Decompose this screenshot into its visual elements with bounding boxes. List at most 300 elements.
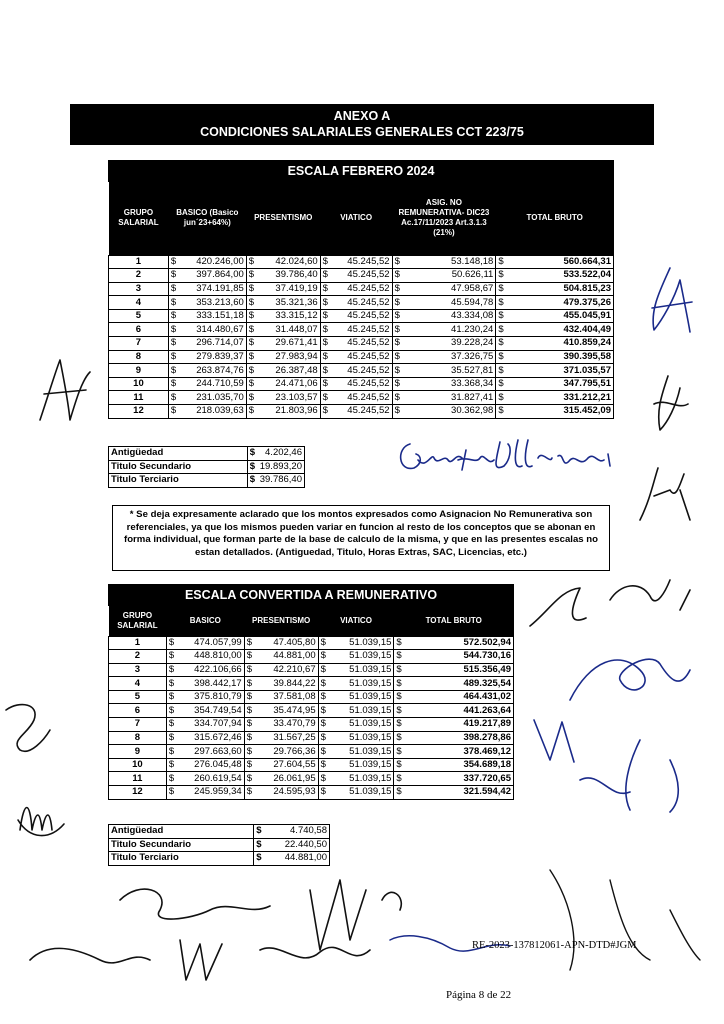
presentismo-cell: 21.803,96 (260, 405, 320, 419)
total-cell: 441.263,64 (406, 704, 514, 718)
currency-symbol: $ (254, 825, 266, 839)
currency-symbol: $ (168, 350, 182, 364)
table-row (109, 718, 514, 732)
grupo-cell: 8 (109, 731, 167, 745)
currency-symbol: $ (246, 405, 260, 419)
col-asig-no-remunerativa: ASIG. NO REMUNERATIVA- DIC23 Ac.17/11/2023 Art.3.1.3 (21%) (392, 182, 496, 255)
currency-symbol: $ (392, 364, 406, 378)
currency-symbol: $ (496, 350, 510, 364)
signatures-bottom (10, 840, 710, 990)
signature-right-1 (640, 260, 700, 340)
viatico-cell: 51.039,15 (330, 745, 394, 759)
grupo-cell: 5 (109, 309, 169, 323)
escala1-table (108, 182, 614, 419)
basico-cell: 448.810,00 (178, 650, 244, 664)
table-row (109, 391, 614, 405)
viatico-cell: 51.039,15 (330, 704, 394, 718)
currency-symbol: $ (246, 323, 260, 337)
viatico-cell: 45.245,52 (334, 309, 392, 323)
nota-aclaratoria: * Se deja expresamente aclarado que los montos expresados como Asignacion No Remunerativa son referenciales, ya que los mismos pueden variar en funcion al resto de los conceptos que se abonan en forma individual, que forman parte de la base de calculo de la misma, y que en las presentes escalas no estan detallados. (Antiguedad, Titulo, Horas Extras, SAC, Licencias, etc.) (112, 505, 610, 571)
currency-symbol: $ (318, 772, 330, 786)
table-row (109, 758, 514, 772)
total-cell: 455.045,91 (510, 309, 614, 323)
currency-symbol: $ (394, 663, 406, 677)
asig-cell: 43.334,08 (406, 309, 496, 323)
currency-symbol: $ (392, 255, 406, 269)
currency-symbol: $ (394, 636, 406, 650)
grupo-cell: 1 (109, 255, 169, 269)
presentismo-cell: 29.766,36 (256, 745, 318, 759)
asig-cell: 35.527,81 (406, 364, 496, 378)
presentismo-cell: 26.387,48 (260, 364, 320, 378)
currency-symbol: $ (496, 377, 510, 391)
table-row (109, 731, 514, 745)
anexo-header (70, 104, 654, 145)
col-presentismo: PRESENTISMO (246, 182, 320, 255)
asig-cell: 47.958,67 (406, 282, 496, 296)
currency-symbol: $ (394, 690, 406, 704)
presentismo-cell: 23.103,57 (260, 391, 320, 405)
grupo-cell: 6 (109, 704, 167, 718)
anexo-title: ANEXO A (333, 109, 391, 123)
grupo-cell: 1 (109, 636, 167, 650)
viatico-cell: 45.245,52 (334, 323, 392, 337)
grupo-cell: 6 (109, 323, 169, 337)
table-row (109, 296, 614, 310)
currency-symbol: $ (496, 391, 510, 405)
grupo-cell: 12 (109, 405, 169, 419)
signature-gallinzeri (392, 430, 632, 482)
currency-symbol: $ (392, 350, 406, 364)
adicional-label: Antigüedad (109, 447, 248, 461)
grupo-cell: 10 (109, 758, 167, 772)
asig-cell: 41.230,24 (406, 323, 496, 337)
escala2-title: ESCALA CONVERTIDA A REMUNERATIVO (108, 584, 514, 606)
currency-symbol: $ (244, 677, 256, 691)
asig-cell: 50.626,11 (406, 269, 496, 283)
currency-symbol: $ (168, 337, 182, 351)
currency-symbol: $ (318, 650, 330, 664)
currency-symbol: $ (320, 296, 334, 310)
total-cell: 398.278,86 (406, 731, 514, 745)
asig-cell: 53.148,18 (406, 255, 496, 269)
basico-cell: 398.442,17 (178, 677, 244, 691)
total-cell: 489.325,54 (406, 677, 514, 691)
viatico-cell: 45.245,52 (334, 282, 392, 296)
currency-symbol: $ (496, 282, 510, 296)
viatico-cell: 45.245,52 (334, 255, 392, 269)
currency-symbol: $ (166, 745, 178, 759)
adicional-label: Titulo Secundario (109, 838, 254, 852)
viatico-cell: 45.245,52 (334, 337, 392, 351)
grupo-cell: 10 (109, 377, 169, 391)
col-total-bruto: TOTAL BRUTO (496, 182, 614, 255)
basico-cell: 374.191,85 (182, 282, 246, 296)
currency-symbol: $ (246, 350, 260, 364)
currency-symbol: $ (244, 650, 256, 664)
table-row (109, 772, 514, 786)
currency-symbol: $ (392, 377, 406, 391)
col-grupo-salarial: GRUPO SALARIAL (109, 182, 169, 255)
asig-cell: 39.228,24 (406, 337, 496, 351)
presentismo-cell: 24.471,06 (260, 377, 320, 391)
currency-symbol: $ (166, 690, 178, 704)
signature-right-6 (520, 700, 700, 820)
currency-symbol: $ (318, 704, 330, 718)
currency-symbol: $ (318, 718, 330, 732)
currency-symbol: $ (244, 772, 256, 786)
currency-symbol: $ (320, 269, 334, 283)
currency-symbol: $ (496, 309, 510, 323)
total-cell: 347.795,51 (510, 377, 614, 391)
basico-cell: 315.672,46 (178, 731, 244, 745)
total-cell: 410.859,24 (510, 337, 614, 351)
presentismo-cell: 31.448,07 (260, 323, 320, 337)
currency-symbol: $ (247, 474, 257, 488)
viatico-cell: 51.039,15 (330, 786, 394, 800)
currency-symbol: $ (496, 323, 510, 337)
viatico-cell: 45.245,52 (334, 377, 392, 391)
currency-symbol: $ (496, 269, 510, 283)
grupo-cell: 3 (109, 663, 167, 677)
table-row (109, 636, 514, 650)
presentismo-cell: 42.024,60 (260, 255, 320, 269)
currency-symbol: $ (320, 391, 334, 405)
currency-symbol: $ (318, 786, 330, 800)
presentismo-cell: 27.983,94 (260, 350, 320, 364)
total-cell: 378.469,12 (406, 745, 514, 759)
currency-symbol: $ (392, 296, 406, 310)
grupo-cell: 9 (109, 364, 169, 378)
currency-symbol: $ (168, 377, 182, 391)
basico-cell: 334.707,94 (178, 718, 244, 732)
signature-right-4 (520, 570, 700, 640)
adicional-label: Antigüedad (109, 825, 254, 839)
currency-symbol: $ (168, 391, 182, 405)
viatico-cell: 51.039,15 (330, 690, 394, 704)
presentismo-cell: 37.419,19 (260, 282, 320, 296)
viatico-cell: 51.039,15 (330, 650, 394, 664)
presentismo-cell: 24.595,93 (256, 786, 318, 800)
basico-cell: 297.663,60 (178, 745, 244, 759)
asig-cell: 33.368,34 (406, 377, 496, 391)
asig-cell: 30.362,98 (406, 405, 496, 419)
currency-symbol: $ (244, 745, 256, 759)
presentismo-cell: 29.671,41 (260, 337, 320, 351)
currency-symbol: $ (166, 718, 178, 732)
currency-symbol: $ (394, 745, 406, 759)
currency-symbol: $ (496, 255, 510, 269)
total-cell: 572.502,94 (406, 636, 514, 650)
currency-symbol: $ (168, 269, 182, 283)
document-reference: RE-2023-137812061-APN-DTD#JGM (472, 940, 637, 951)
presentismo-cell: 39.844,22 (256, 677, 318, 691)
currency-symbol: $ (246, 391, 260, 405)
presentismo-cell: 33.470,79 (256, 718, 318, 732)
currency-symbol: $ (496, 364, 510, 378)
basico-cell: 353.213,60 (182, 296, 246, 310)
table-row (109, 350, 614, 364)
currency-symbol: $ (394, 704, 406, 718)
total-cell: 515.356,49 (406, 663, 514, 677)
table-row (109, 690, 514, 704)
currency-symbol: $ (394, 731, 406, 745)
currency-symbol: $ (166, 772, 178, 786)
currency-symbol: $ (247, 460, 257, 474)
presentismo-cell: 26.061,95 (256, 772, 318, 786)
asig-cell: 37.326,75 (406, 350, 496, 364)
currency-symbol: $ (246, 337, 260, 351)
asig-cell: 31.827,41 (406, 391, 496, 405)
table-row (109, 269, 614, 283)
grupo-cell: 8 (109, 350, 169, 364)
presentismo-cell: 44.881,00 (256, 650, 318, 664)
adicional-row (109, 447, 305, 461)
grupo-cell: 4 (109, 677, 167, 691)
currency-symbol: $ (246, 377, 260, 391)
col-presentismo: PRESENTISMO (244, 606, 318, 636)
basico-cell: 422.106,66 (178, 663, 244, 677)
currency-symbol: $ (392, 405, 406, 419)
currency-symbol: $ (246, 255, 260, 269)
viatico-cell: 51.039,15 (330, 636, 394, 650)
currency-symbol: $ (496, 405, 510, 419)
basico-cell: 279.839,37 (182, 350, 246, 364)
currency-symbol: $ (166, 636, 178, 650)
currency-symbol: $ (318, 731, 330, 745)
basico-cell: 420.246,00 (182, 255, 246, 269)
basico-cell: 244.710,59 (182, 377, 246, 391)
table-row (109, 282, 614, 296)
currency-symbol: $ (394, 758, 406, 772)
basico-cell: 397.864,00 (182, 269, 246, 283)
currency-symbol: $ (246, 309, 260, 323)
grupo-cell: 4 (109, 296, 169, 310)
adicional-row (109, 825, 330, 839)
table-row (109, 323, 614, 337)
basico-cell: 354.749,54 (178, 704, 244, 718)
currency-symbol: $ (166, 731, 178, 745)
currency-symbol: $ (244, 704, 256, 718)
viatico-cell: 51.039,15 (330, 677, 394, 691)
signature-right-3 (630, 460, 700, 530)
viatico-cell: 45.245,52 (334, 269, 392, 283)
total-cell: 321.594,42 (406, 786, 514, 800)
currency-symbol: $ (394, 772, 406, 786)
escala2-table (108, 606, 514, 800)
currency-symbol: $ (318, 758, 330, 772)
currency-symbol: $ (168, 282, 182, 296)
escala1-title: ESCALA FEBRERO 2024 (108, 160, 614, 182)
table-row (109, 309, 614, 323)
currency-symbol: $ (318, 636, 330, 650)
adicional-label: Titulo Secundario (109, 460, 248, 474)
viatico-cell: 45.245,52 (334, 296, 392, 310)
grupo-cell: 3 (109, 282, 169, 296)
table-row (109, 704, 514, 718)
currency-symbol: $ (320, 337, 334, 351)
grupo-cell: 7 (109, 337, 169, 351)
currency-symbol: $ (320, 309, 334, 323)
total-cell: 390.395,58 (510, 350, 614, 364)
currency-symbol: $ (496, 296, 510, 310)
total-cell: 331.212,21 (510, 391, 614, 405)
escala1-adicionales (108, 446, 305, 488)
currency-symbol: $ (168, 296, 182, 310)
presentismo-cell: 37.581,08 (256, 690, 318, 704)
grupo-cell: 11 (109, 772, 167, 786)
currency-symbol: $ (392, 391, 406, 405)
currency-symbol: $ (320, 377, 334, 391)
total-cell: 354.689,18 (406, 758, 514, 772)
grupo-cell: 11 (109, 391, 169, 405)
adicional-value: 4.202,46 (258, 447, 305, 461)
viatico-cell: 51.039,15 (330, 731, 394, 745)
total-cell: 315.452,09 (510, 405, 614, 419)
currency-symbol: $ (320, 364, 334, 378)
basico-cell: 314.480,67 (182, 323, 246, 337)
basico-cell: 263.874,76 (182, 364, 246, 378)
presentismo-cell: 35.474,95 (256, 704, 318, 718)
currency-symbol: $ (168, 255, 182, 269)
currency-symbol: $ (166, 650, 178, 664)
adicional-row (109, 460, 305, 474)
viatico-cell: 45.245,52 (334, 391, 392, 405)
adicional-label: Titulo Terciario (109, 852, 254, 866)
presentismo-cell: 33.315,12 (260, 309, 320, 323)
total-cell: 432.404,49 (510, 323, 614, 337)
asig-cell: 45.594,78 (406, 296, 496, 310)
table-row (109, 364, 614, 378)
grupo-cell: 5 (109, 690, 167, 704)
grupo-cell: 2 (109, 650, 167, 664)
total-cell: 533.522,04 (510, 269, 614, 283)
escala2-header-row (109, 606, 514, 636)
currency-symbol: $ (246, 282, 260, 296)
basico-cell: 276.045,48 (178, 758, 244, 772)
basico-cell: 333.151,18 (182, 309, 246, 323)
currency-symbol: $ (318, 690, 330, 704)
adicional-label: Titulo Terciario (109, 474, 248, 488)
viatico-cell: 45.245,52 (334, 364, 392, 378)
currency-symbol: $ (320, 255, 334, 269)
col-viatico: VIATICO (320, 182, 392, 255)
currency-symbol: $ (254, 852, 266, 866)
viatico-cell: 45.245,52 (334, 350, 392, 364)
currency-symbol: $ (394, 718, 406, 732)
total-cell: 479.375,26 (510, 296, 614, 310)
currency-symbol: $ (168, 323, 182, 337)
table-row (109, 786, 514, 800)
currency-symbol: $ (318, 745, 330, 759)
adicional-value: 22.440,50 (266, 838, 330, 852)
currency-symbol: $ (166, 786, 178, 800)
currency-symbol: $ (320, 350, 334, 364)
table-row (109, 663, 514, 677)
escala1-header-row (109, 182, 614, 255)
currency-symbol: $ (166, 677, 178, 691)
currency-symbol: $ (244, 663, 256, 677)
currency-symbol: $ (318, 663, 330, 677)
total-cell: 337.720,65 (406, 772, 514, 786)
total-cell: 504.815,23 (510, 282, 614, 296)
adicional-row (109, 474, 305, 488)
total-cell: 560.664,31 (510, 255, 614, 269)
total-cell: 544.730,16 (406, 650, 514, 664)
page-number: Página 8 de 22 (446, 989, 512, 1001)
presentismo-cell: 35.321,36 (260, 296, 320, 310)
viatico-cell: 51.039,15 (330, 718, 394, 732)
currency-symbol: $ (244, 718, 256, 732)
basico-cell: 260.619,54 (178, 772, 244, 786)
presentismo-cell: 42.210,67 (256, 663, 318, 677)
currency-symbol: $ (318, 677, 330, 691)
currency-symbol: $ (392, 269, 406, 283)
presentismo-cell: 27.604,55 (256, 758, 318, 772)
currency-symbol: $ (246, 364, 260, 378)
viatico-cell: 51.039,15 (330, 772, 394, 786)
presentismo-cell: 31.567,25 (256, 731, 318, 745)
signature-left-top (30, 350, 100, 430)
currency-symbol: $ (394, 650, 406, 664)
presentismo-cell: 39.786,40 (260, 269, 320, 283)
currency-symbol: $ (244, 731, 256, 745)
currency-symbol: $ (394, 677, 406, 691)
grupo-cell: 2 (109, 269, 169, 283)
col-basico: BASICO (Basico jun´23+64%) (168, 182, 246, 255)
currency-symbol: $ (246, 269, 260, 283)
presentismo-cell: 47.405,80 (256, 636, 318, 650)
grupo-cell: 12 (109, 786, 167, 800)
currency-symbol: $ (247, 447, 257, 461)
currency-symbol: $ (392, 309, 406, 323)
currency-symbol: $ (246, 296, 260, 310)
total-cell: 419.217,89 (406, 718, 514, 732)
currency-symbol: $ (392, 337, 406, 351)
currency-symbol: $ (166, 758, 178, 772)
col-grupo-salarial: GRUPO SALARIAL (109, 606, 167, 636)
grupo-cell: 9 (109, 745, 167, 759)
currency-symbol: $ (244, 690, 256, 704)
table-row (109, 745, 514, 759)
adicional-value: 44.881,00 (266, 852, 330, 866)
total-cell: 464.431,02 (406, 690, 514, 704)
currency-symbol: $ (166, 663, 178, 677)
basico-cell: 474.057,99 (178, 636, 244, 650)
currency-symbol: $ (496, 337, 510, 351)
adicional-value: 19.893,20 (258, 460, 305, 474)
viatico-cell: 51.039,15 (330, 758, 394, 772)
table-row (109, 677, 514, 691)
currency-symbol: $ (244, 636, 256, 650)
basico-cell: 375.810,79 (178, 690, 244, 704)
basico-cell: 231.035,70 (182, 391, 246, 405)
col-basico: BASICO (166, 606, 244, 636)
col-total-bruto: TOTAL BRUTO (394, 606, 514, 636)
viatico-cell: 51.039,15 (330, 663, 394, 677)
basico-cell: 245.959,34 (178, 786, 244, 800)
table-row (109, 255, 614, 269)
table-row (109, 377, 614, 391)
currency-symbol: $ (320, 282, 334, 296)
basico-cell: 218.039,63 (182, 405, 246, 419)
currency-symbol: $ (392, 323, 406, 337)
currency-symbol: $ (392, 282, 406, 296)
currency-symbol: $ (166, 704, 178, 718)
signature-right-2 (640, 370, 700, 440)
currency-symbol: $ (394, 786, 406, 800)
currency-symbol: $ (168, 364, 182, 378)
